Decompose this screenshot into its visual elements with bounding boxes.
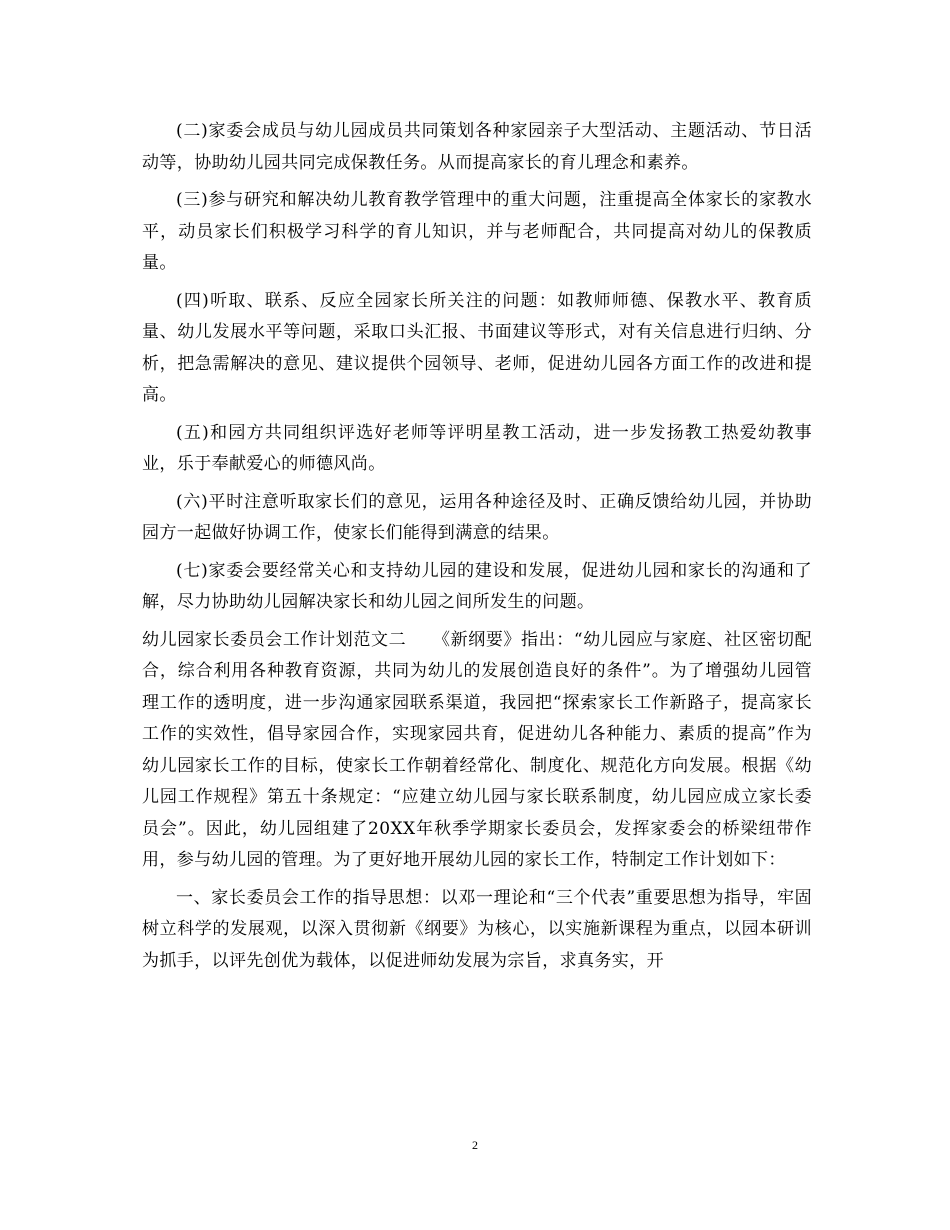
paragraph-listen-feedback: (四)听取、联系、反应全园家长所关注的问题：如教师师德、保教水平、教育质量、幼儿发展水平等问题，采取口头汇报、书面建议等形式，对有关信息进行归纳、分析，把急需解决的意见、建议提供个园领导、老师，促进幼儿园各方面工作的改进和提高。: [142, 290, 812, 405]
paragraph-teacher-selection: (五)和园方共同组织评选好老师等评明星教工活动，进一步发扬教工热爱幼教事业，乐于奉献爱心的师德风尚。: [142, 422, 812, 474]
paragraph-parent-opinions: (六)平时注意听取家长们的意见，运用各种途径及时、正确反馈给幼儿园，并协助园方一起做好协调工作，使家长们能得到满意的结果。: [142, 491, 812, 543]
paragraph-research-problems: (三)参与研究和解决幼儿教育教学管理中的重大问题，注重提高全体家长的家教水平，动员家长们积极学习科学的育儿知识，并与老师配合，共同提高对幼儿的保教质量。: [142, 190, 812, 273]
page-number: 2: [472, 1138, 478, 1152]
paragraph-guiding-ideology: 一、家长委员会工作的指导思想：以邓一理论和“三个代表”重要思想为指导，牢固树立科学的发展观，以深入贯彻新《纲要》为核心，以实施新课程为重点，以园本研训为抓手，以评先创优为载体，以促进师幼发展为宗旨，求真务实，开: [142, 887, 812, 971]
paragraph-committee-planning: (二)家委会成员与幼儿园成员共同策划各种家园亲子大型活动、主题活动、节日活动等，协助幼儿园共同完成保教任务。从而提高家长的育儿理念和素养。: [142, 121, 812, 173]
paragraph-sample-two-intro: 幼儿园家长委员会工作计划范文二 《新纲要》指出：“幼儿园应与家庭、社区密切配合，综合利用各种教育资源，共同为幼儿的发展创造良好的条件”。为了增强幼儿园管理工作的透明度，进一步沟通家园联系渠道，我园把“探索家长工作新路子，提高家长工作的实效性，倡导家园合作，实现家园共育，促进幼儿各种能力、素质的提高”作为幼儿园家长工作的目标，使家长工作朝着经常化、制度化、规范化方向发展。根据《幼儿园工作规程》第五十条规定：“应建立幼儿园与家长联系制度，幼儿园应成立家长委员会”。因此，幼儿园组建了20XX年秋季学期家长委员会，发挥家委会的桥梁纽带作用，参与幼儿园的管理。为了更好地开展幼儿园的家长工作，特制定工作计划如下：: [142, 629, 812, 870]
paragraph-support-development: (七)家委会要经常关心和支持幼儿园的建设和发展，促进幼儿园和家长的沟通和了解，尽力协助幼儿园解决家长和幼儿园之间所发生的问题。: [142, 560, 812, 612]
document-body: [142, 116, 812, 983]
